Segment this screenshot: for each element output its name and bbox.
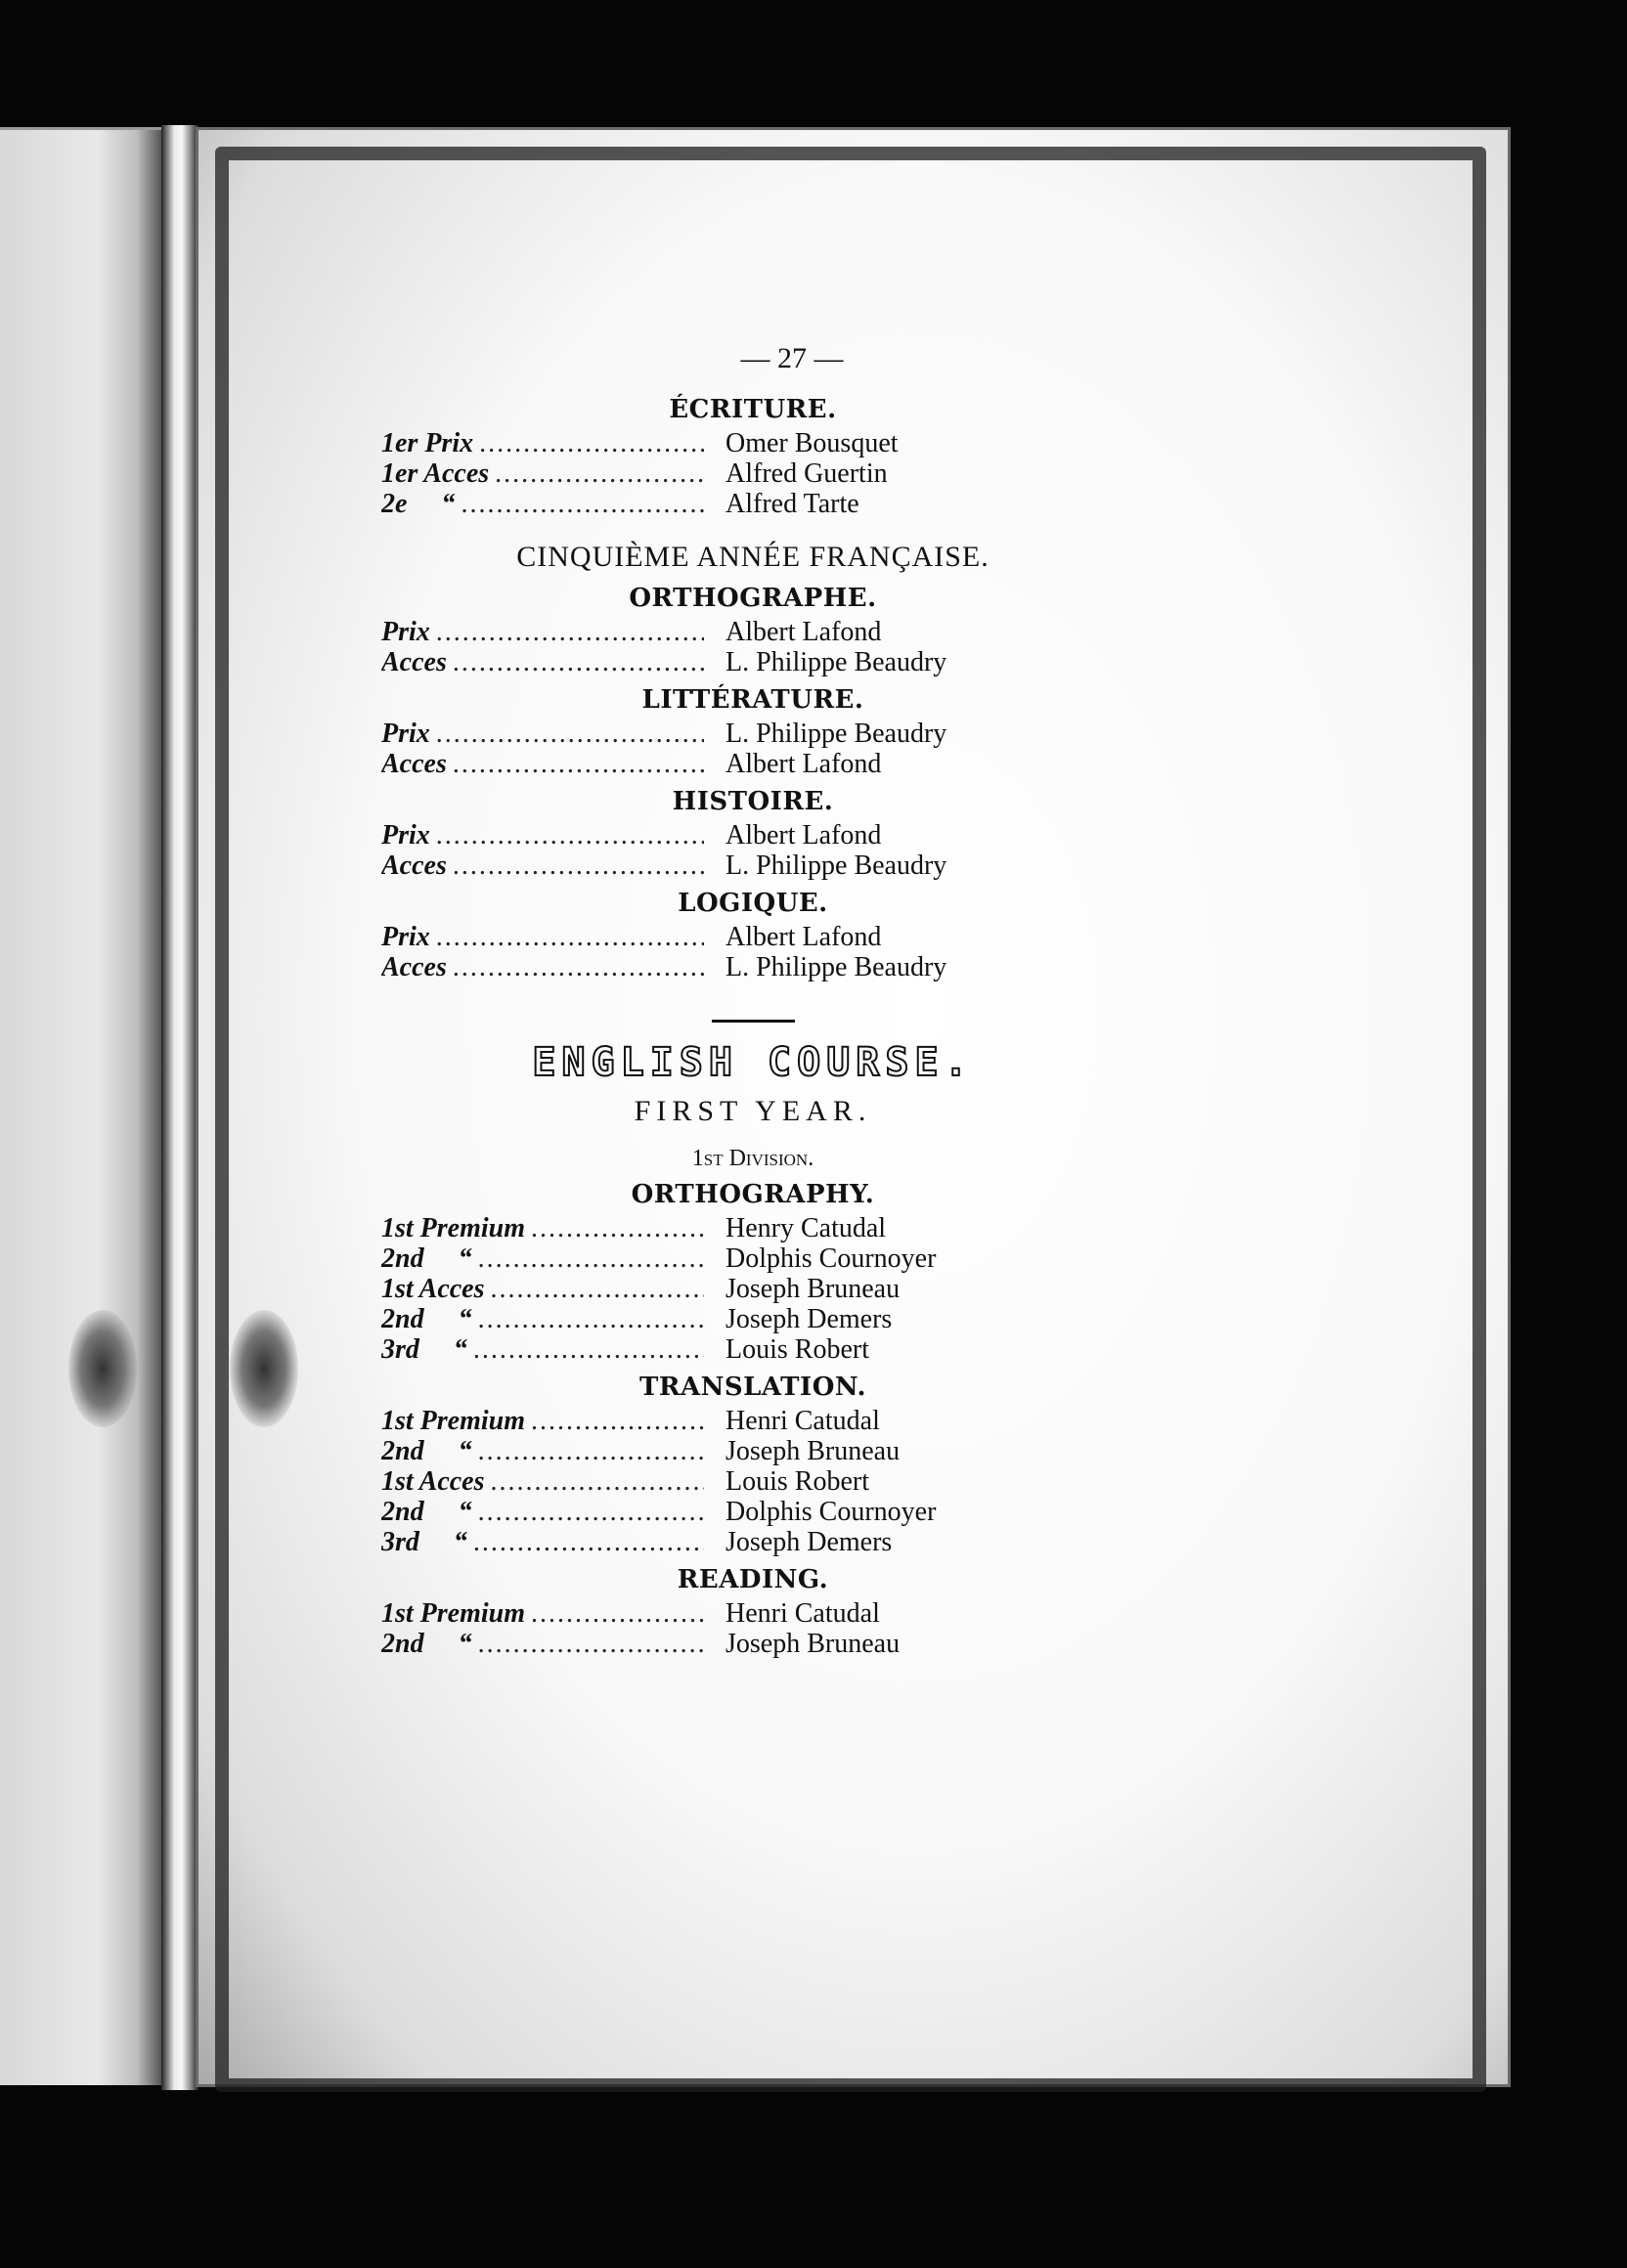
award-cell: [381, 749, 704, 779]
award-label: 1st Acces: [381, 1274, 485, 1304]
award-row: [381, 1304, 1124, 1334]
section-heading: TRANSLATION.: [638, 1373, 866, 1402]
cinquieme-sections: [381, 584, 1124, 982]
award-cell: [381, 1466, 704, 1497]
award-cell: [381, 489, 704, 519]
leader-dots: [478, 1629, 704, 1659]
leader-dots: [436, 719, 704, 749]
award-label: 2nd “: [381, 1304, 472, 1334]
section-heading: ORTHOGRAPHE.: [629, 584, 877, 613]
section-heading: LOGIQUE.: [678, 889, 828, 918]
french-sections: [381, 395, 1124, 519]
award-cell: [381, 1629, 704, 1659]
award-row: [381, 1334, 1124, 1365]
book-spine: [161, 125, 198, 2090]
award-row: [381, 952, 1124, 982]
award-cell: [381, 647, 704, 677]
section-divider: [712, 1020, 795, 1023]
award-row: [381, 1213, 1124, 1243]
winner-name: Joseph Bruneau: [726, 1629, 901, 1659]
award-cell: [381, 1527, 704, 1557]
award-row: [381, 1527, 1124, 1557]
page-content: [381, 342, 1124, 1667]
award-label: Prix: [381, 719, 430, 749]
award-cell: [381, 850, 704, 881]
award-cell: [381, 1243, 704, 1274]
award-cell: [381, 1274, 704, 1304]
left-page-fragment: [0, 127, 161, 2085]
award-row: [381, 1274, 1124, 1304]
award-label: Acces: [381, 749, 447, 779]
english-sections: [381, 1180, 1124, 1659]
award-section: [381, 1180, 1124, 1365]
award-row: [381, 1406, 1124, 1436]
leader-dots: [436, 922, 704, 952]
winner-name: Albert Lafond: [726, 617, 882, 647]
winner-name: L. Philippe Beaudry: [726, 952, 947, 982]
award-label: 3rd “: [381, 1527, 467, 1557]
award-cell: [381, 1436, 704, 1466]
leader-dots: [495, 458, 704, 489]
award-cell: [381, 617, 704, 647]
division-heading: 1st Division.: [691, 1146, 814, 1171]
award-row: [381, 749, 1124, 779]
award-cell: [381, 922, 704, 952]
award-label: Prix: [381, 820, 430, 850]
award-row: [381, 820, 1124, 850]
award-label: 2nd “: [381, 1436, 472, 1466]
leader-dots: [478, 1304, 704, 1334]
leader-dots: [478, 1436, 704, 1466]
section-heading: HISTOIRE.: [672, 787, 834, 816]
leader-dots: [478, 1243, 704, 1274]
award-cell: [381, 1304, 704, 1334]
page-number: — 27 —: [740, 342, 844, 374]
leader-dots: [453, 749, 704, 779]
award-section: [381, 889, 1124, 982]
winner-name: L. Philippe Beaudry: [726, 647, 947, 677]
award-label: 1st Acces: [381, 1466, 485, 1497]
ink-blot: [230, 1310, 298, 1427]
award-label: 2nd “: [381, 1497, 472, 1527]
winner-name: Joseph Demers: [726, 1527, 893, 1557]
section-heading: ORTHOGRAPHY.: [631, 1180, 875, 1209]
award-label: Acces: [381, 952, 447, 982]
course-heading: CINQUIÈME ANNÉE FRANÇAISE.: [516, 541, 989, 573]
winner-name: Louis Robert: [726, 1466, 869, 1497]
winner-name: Alfred Guertin: [726, 458, 888, 489]
award-cell: [381, 1497, 704, 1527]
leader-dots: [436, 820, 704, 850]
award-cell: [381, 428, 704, 458]
leader-dots: [461, 489, 704, 519]
award-label: Prix: [381, 922, 430, 952]
winner-name: Joseph Bruneau: [726, 1274, 901, 1304]
leader-dots: [478, 1497, 704, 1527]
award-label: 2e “: [381, 489, 456, 519]
award-row: [381, 922, 1124, 952]
award-cell: [381, 458, 704, 489]
winner-name: Henri Catudal: [726, 1406, 880, 1436]
award-row: [381, 617, 1124, 647]
award-row: [381, 1629, 1124, 1659]
award-section: [381, 787, 1124, 881]
award-cell: [381, 1213, 704, 1243]
award-section: [381, 685, 1124, 779]
section-heading: READING.: [677, 1565, 829, 1594]
winner-name: Louis Robert: [726, 1334, 869, 1365]
winner-name: Joseph Demers: [726, 1304, 893, 1334]
award-label: 1st Premium: [381, 1598, 526, 1629]
award-section: [381, 584, 1124, 677]
leader-dots: [479, 428, 704, 458]
award-section: [381, 1373, 1124, 1557]
winner-name: Albert Lafond: [726, 749, 882, 779]
award-cell: [381, 820, 704, 850]
winner-name: Alfred Tarte: [726, 489, 859, 519]
award-row: [381, 850, 1124, 881]
award-label: 2nd “: [381, 1629, 472, 1659]
award-label: 3rd “: [381, 1334, 467, 1365]
award-row: [381, 1466, 1124, 1497]
leader-dots: [453, 850, 704, 881]
section-heading: ÉCRITURE.: [669, 395, 837, 424]
award-label: 1st Premium: [381, 1406, 526, 1436]
leader-dots: [473, 1527, 704, 1557]
award-row: [381, 1243, 1124, 1274]
award-label: Acces: [381, 850, 447, 881]
leader-dots: [473, 1334, 704, 1365]
award-cell: [381, 1598, 704, 1629]
award-row: [381, 489, 1124, 519]
winner-name: Henri Catudal: [726, 1598, 880, 1629]
award-row: [381, 1497, 1124, 1527]
winner-name: Henry Catudal: [726, 1213, 887, 1243]
winner-name: Albert Lafond: [726, 922, 882, 952]
award-cell: [381, 1334, 704, 1365]
award-row: [381, 1436, 1124, 1466]
winner-name: L. Philippe Beaudry: [726, 850, 947, 881]
award-row: [381, 458, 1124, 489]
award-row: [381, 428, 1124, 458]
leader-dots: [531, 1406, 704, 1436]
leader-dots: [436, 617, 704, 647]
award-section: [381, 1565, 1124, 1659]
leader-dots: [453, 952, 704, 982]
award-row: [381, 647, 1124, 677]
leader-dots: [453, 647, 704, 677]
award-cell: [381, 719, 704, 749]
winner-name: Dolphis Cournoyer: [726, 1243, 937, 1274]
award-label: 1er Acces: [381, 458, 490, 489]
ink-blot: [68, 1310, 137, 1427]
leader-dots: [531, 1213, 704, 1243]
award-label: 2nd “: [381, 1243, 472, 1274]
award-cell: [381, 1406, 704, 1436]
award-cell: [381, 952, 704, 982]
winner-name: Joseph Bruneau: [726, 1436, 901, 1466]
award-label: Acces: [381, 647, 447, 677]
award-label: 1st Premium: [381, 1213, 526, 1243]
winner-name: Omer Bousquet: [726, 428, 899, 458]
award-label: 1er Prix: [381, 428, 474, 458]
leader-dots: [491, 1274, 705, 1304]
year-heading: FIRST YEAR.: [634, 1095, 872, 1127]
english-course-heading: ENGLISH COURSE.: [532, 1040, 974, 1085]
winner-name: Albert Lafond: [726, 820, 882, 850]
winner-name: Dolphis Cournoyer: [726, 1497, 937, 1527]
section-heading: LITTÉRATURE.: [641, 685, 864, 715]
award-row: [381, 1598, 1124, 1629]
award-row: [381, 719, 1124, 749]
winner-name: L. Philippe Beaudry: [726, 719, 947, 749]
award-label: Prix: [381, 617, 430, 647]
award-section: [381, 395, 1124, 519]
leader-dots: [531, 1598, 704, 1629]
leader-dots: [491, 1466, 705, 1497]
